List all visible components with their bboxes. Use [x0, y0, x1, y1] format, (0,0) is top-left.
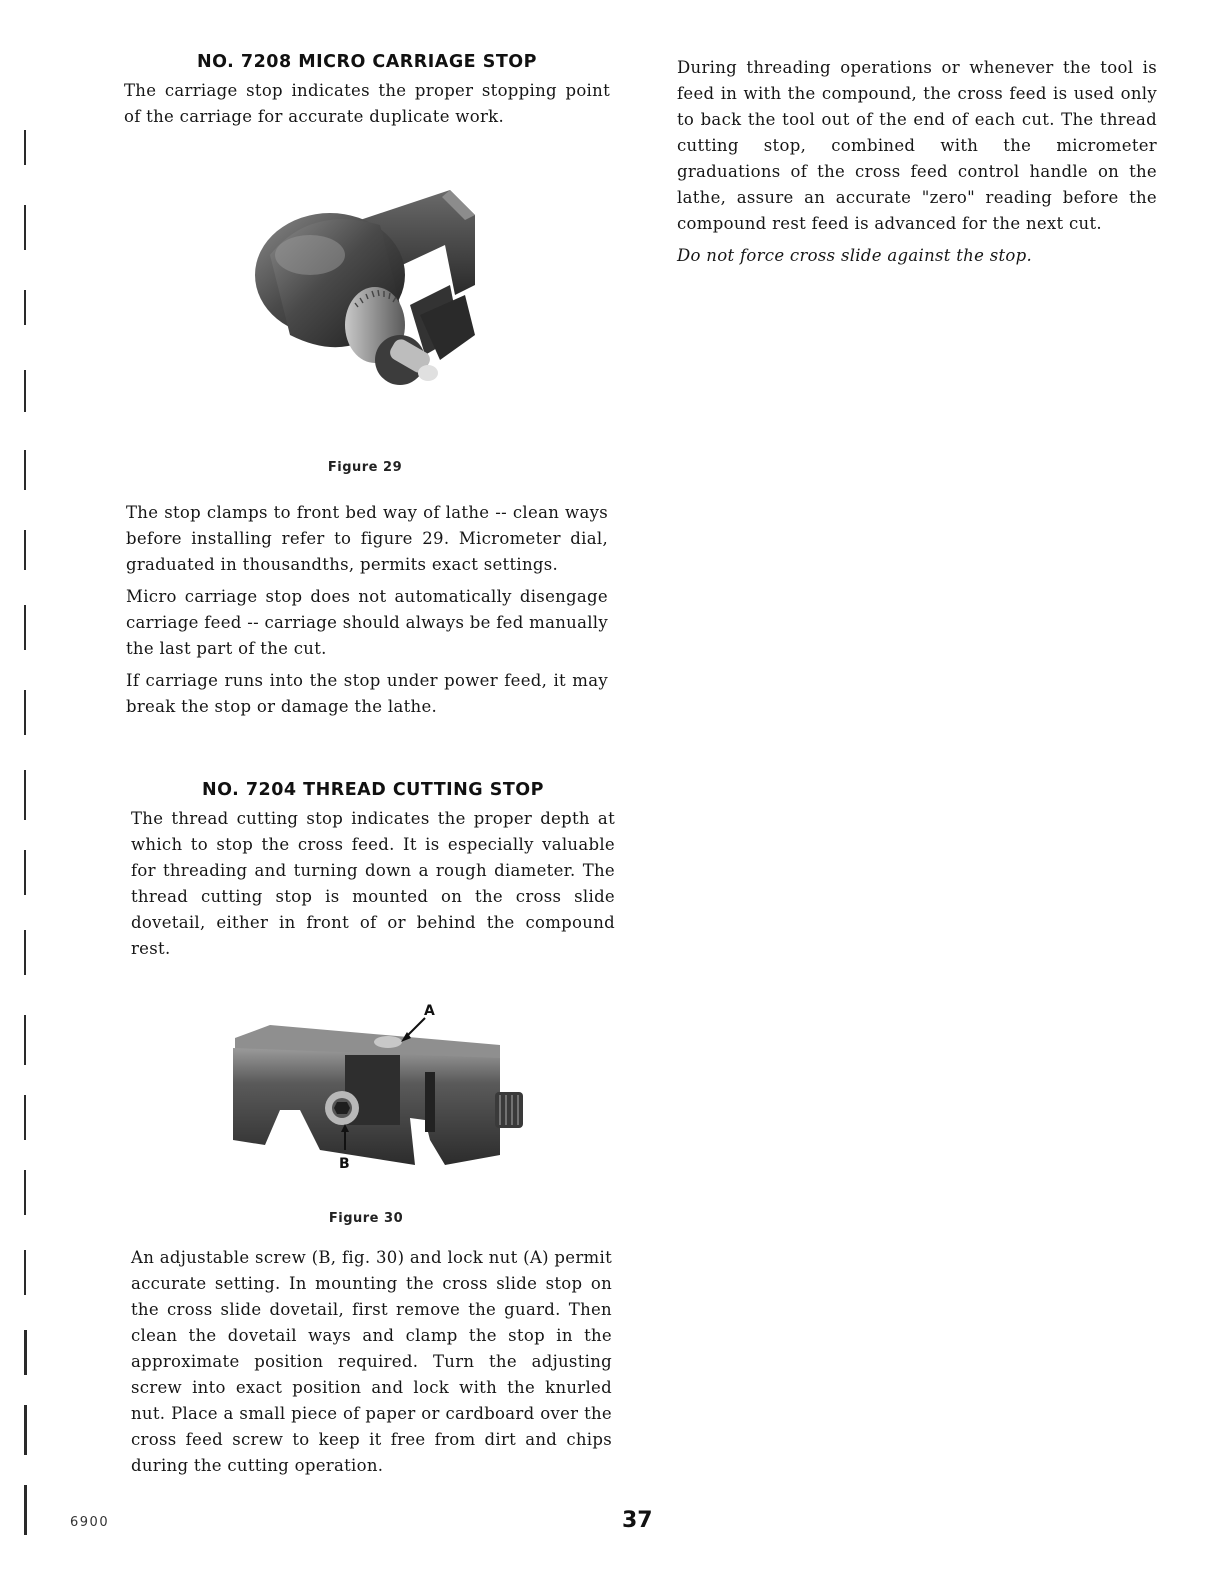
figure-29-image	[250, 185, 490, 400]
paragraph: If carriage runs into the stop under power feed, it may break the stop or damage the lathe.	[126, 671, 608, 716]
section-heading: NO. 7204 THREAD CUTTING STOP	[201, 780, 545, 800]
micro-carriage-stop-section	[124, 52, 610, 136]
page-number: 37	[622, 1508, 653, 1533]
paragraph: Micro carriage stop does not automatically disengage carriage feed -- carriage should always be fed manually the last part of the cut.	[126, 587, 608, 658]
right-column	[677, 55, 1157, 275]
thread-cutting-stop-section	[131, 780, 615, 968]
thread-cutting-stop-notes	[131, 1245, 612, 1485]
section-heading: NO. 7208 MICRO CARRIAGE STOP	[197, 52, 537, 72]
label-a: A	[424, 1003, 435, 1019]
paragraph: During threading operations or whenever the tool is feed in with the compound, the cross feed is used only to back the tool out of the end of each cut. The thread cutting stop, combined with the micrometer graduations of the cross feed control handle on the lathe, assure an accurate "zero" reading before the compound rest feed is advanced for the next cut.	[677, 58, 1157, 233]
section-intro: The thread cutting stop indicates the proper depth at which to stop the cross feed. It is especially valuable for threading and turning down a rough diameter. The thread cutting stop is mounted on the cross slide dovetail, either in front of or behind the compound rest.	[131, 809, 615, 958]
micro-carriage-stop-notes	[126, 500, 608, 726]
figure-29-caption: Figure 29	[327, 460, 403, 475]
paragraph: An adjustable screw (B, fig. 30) and lock nut (A) permit accurate setting. In mounting the cross slide stop on the cross slide dovetail, first remove the guard. Then clean the dovetail ways and clamp the stop in the approximate position required. Turn the adjusting screw into exact position and lock with the knurled nut. Place a small piece of paper or cardboard over the cross feed screw to keep it free from dirt and chips during the cutting operation.	[131, 1248, 612, 1475]
paragraph: The stop clamps to front bed way of lathe -- clean ways before installing refer to figure 29. Micrometer dial, graduated in thousandths, permits exact settings.	[126, 503, 608, 574]
section-intro: The carriage stop indicates the proper stopping point of the carriage for accurate duplicate work.	[124, 81, 610, 126]
figure-30-caption: Figure 30	[328, 1211, 404, 1226]
binding-edge	[0, 0, 60, 1582]
label-b: B	[339, 1156, 350, 1172]
document-code: 6900	[70, 1515, 110, 1530]
figure-30-image	[225, 1000, 535, 1175]
warning-note: Do not force cross slide against the stop.	[677, 246, 1033, 265]
